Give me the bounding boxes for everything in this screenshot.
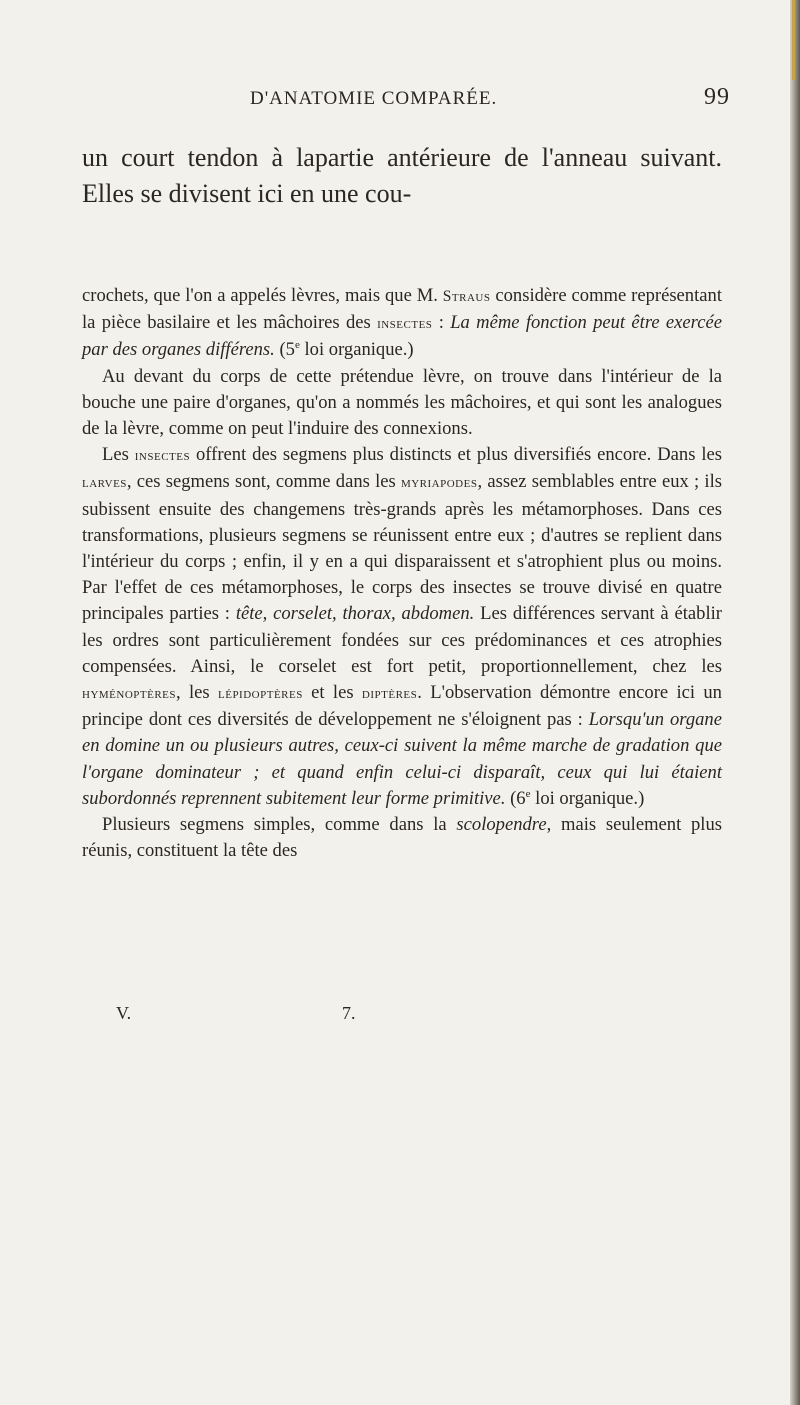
top-fragment: un court tendon à lapartie antérieure de l'anneau suivant. Elles se divisent ici en une cou- [82,143,722,208]
paragraph: Au devant du corps de cette prétendue lèvre, on trouve dans l'intérieur de la bouche une paire d'organes, qu'on a nommés les mâchoires, et qui sont les analogues de la lèvre, comme on peut l'induire des connexions. [82,365,722,440]
body-text [82,283,722,864]
paragraph: Plusieurs segmens simples, comme dans la scolopendre, mais seulement plus réunis, constituent la tête des [82,814,722,862]
signature-mark-left: V. [116,1003,132,1023]
law-statement: Lorsqu'un organe en domine un ou plusieurs autres, ceux-ci suivent la même marche de gradation que l'organe dominateur ; et quand enfin celui-ci disparaît, ceux qui lui étaient subordonnés reprennent subitement leur forme primitive. [82,709,722,809]
law-statement: La même fonction peut être exercée par des organes différens. [82,312,722,361]
page-number: 99 [704,84,730,110]
paragraph: Les insectes offrent des segmens plus distincts et plus diversifiés encore. Dans les larves, ces segmens sont, comme dans les myriapodes, assez semblables entre eux ; ils subissent ensuite des changemens très-grands après les métamorphoses. Dans ces transformations, plusieurs segmens se réunissent entre eux ; d'autres se replient dans l'intérieur du corps ; enfin, il y en a qui disparaissent et s'atrophient plus ou moins. Par l'effet de ces métamorphoses, le corps des insectes se trouve divisé en quatre principales parties : tête, corselet, thorax, abdomen. Les différences servant à établir les ordres sont particulièrement fondées sur ces prédominances et ces atrophies compensées. Ainsi, le corselet est fort petit, proportionnellement, chez les hyménoptères, les lépidoptères et les diptères. L'observation démontre encore ici un principe dont ces diversités de développement ne s'éloignent pas : Lorsqu'un organe en domine un ou plusieurs autres, ceux-ci suivent la même marche de gradation que l'organe dominateur ; et quand enfin celui-ci disparaît, ceux qui lui étaient subordonnés reprennent subitement leur forme primitive. (6e loi organique.) [82,444,723,809]
author-name: Straus [442,288,491,305]
signature-mark-right: 7. [342,1003,356,1023]
running-title: D'ANATOMIE COMPARÉE. [250,88,498,109]
page-edge [790,0,800,1405]
paragraph: crochets, que l'on a appelés lèvres, mais que M. Straus considère comme représentant la pièce basilaire et les mâchoires des insectes : La même fonction peut être exercée par des organes différens. (5e loi organique.) [82,285,722,361]
